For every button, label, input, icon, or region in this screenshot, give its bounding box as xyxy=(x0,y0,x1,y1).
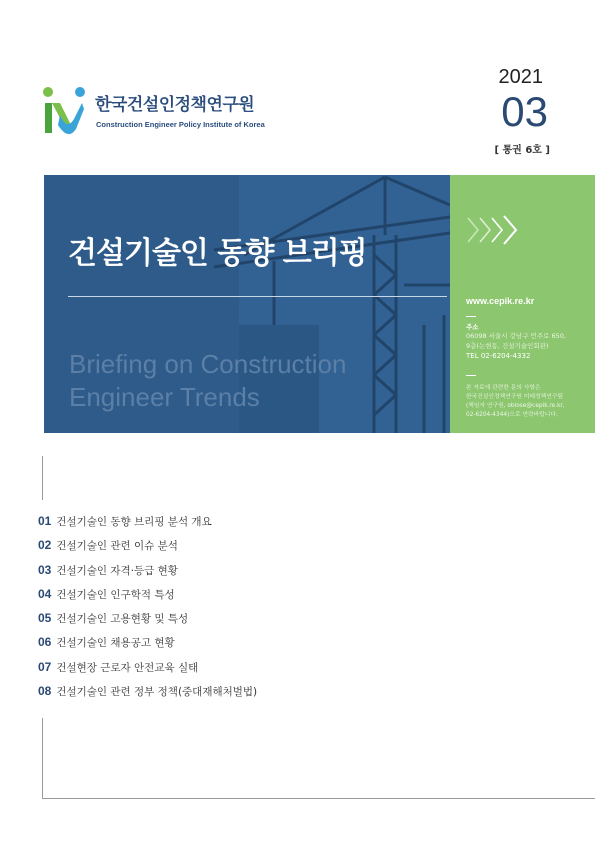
divider xyxy=(466,375,476,376)
report-title: 건설기술인 동향 브리핑 xyxy=(68,236,367,271)
toc-label: 건설기술인 고용현황 및 특성 xyxy=(56,613,189,626)
toc-label: 건설기술인 관련 정부 정책(중대재해처벌법) xyxy=(56,686,258,699)
toc-label: 건설현장 근로자 안전교육 실태 xyxy=(56,661,199,674)
frame-line xyxy=(42,718,43,799)
frame-line xyxy=(42,798,595,799)
toc-label: 건설기술인 인구학적 특성 xyxy=(56,588,175,601)
toc-number: 01 xyxy=(38,514,52,528)
issue-volume: [ 통권 6호 ] xyxy=(494,145,550,156)
toc-item[interactable] xyxy=(38,611,257,635)
toc-item[interactable] xyxy=(38,538,257,562)
toc-number: 05 xyxy=(38,611,52,626)
toc-number: 08 xyxy=(38,684,52,699)
toc-item[interactable] xyxy=(38,660,257,684)
title-divider xyxy=(68,296,447,297)
toc-item[interactable] xyxy=(38,635,257,659)
toc-label: 건설기술인 자격·등급 현황 xyxy=(56,564,178,577)
contact-note: 본 자료에 관련한 문의 사항은 한국건설인정책연구원 미래정책연구팀 (책임자 연구원, oblose@cepik.re.kr, 02-6204-4344)으로 연락바랍니다. xyxy=(466,385,565,418)
issue-year: 2021 xyxy=(498,66,543,88)
address: 06098 서울시 강남구 언주로 650, 9층(논현동, 건설기술인회관) xyxy=(466,332,566,350)
website-link[interactable]: www.cepik.re.kr xyxy=(466,296,535,306)
toc-label: 건설기술인 동향 브리핑 분석 개요 xyxy=(56,516,212,528)
frame-line xyxy=(42,456,43,500)
toc-number: 07 xyxy=(38,659,52,674)
toc-number: 04 xyxy=(38,586,52,601)
address-label: 주소 xyxy=(466,323,479,331)
toc-number: 03 xyxy=(38,562,52,577)
org-name: 한국건설인정책연구원 xyxy=(95,95,255,115)
org-name-en: Construction Engineer Policy Institute of Korea xyxy=(96,120,265,129)
table-of-contents xyxy=(38,514,257,708)
toc-number: 02 xyxy=(38,538,52,553)
toc-item[interactable] xyxy=(38,684,257,708)
report-title-en: Briefing on Construction Engineer Trends xyxy=(69,349,347,412)
toc-label: 건설기술인 관련 이슈 분석 xyxy=(56,540,178,553)
divider xyxy=(466,316,476,317)
toc-item[interactable] xyxy=(38,514,257,538)
issue-number: 03 xyxy=(501,88,548,135)
toc-item[interactable] xyxy=(38,587,257,611)
chevron-right-icon xyxy=(466,214,522,246)
institute-logo-icon xyxy=(40,85,90,137)
toc-label: 건설기술인 채용공고 현황 xyxy=(56,637,175,650)
phone-number: TEL 02-6204-4332 xyxy=(466,352,531,360)
toc-item[interactable] xyxy=(38,563,257,587)
toc-number: 06 xyxy=(38,635,52,650)
